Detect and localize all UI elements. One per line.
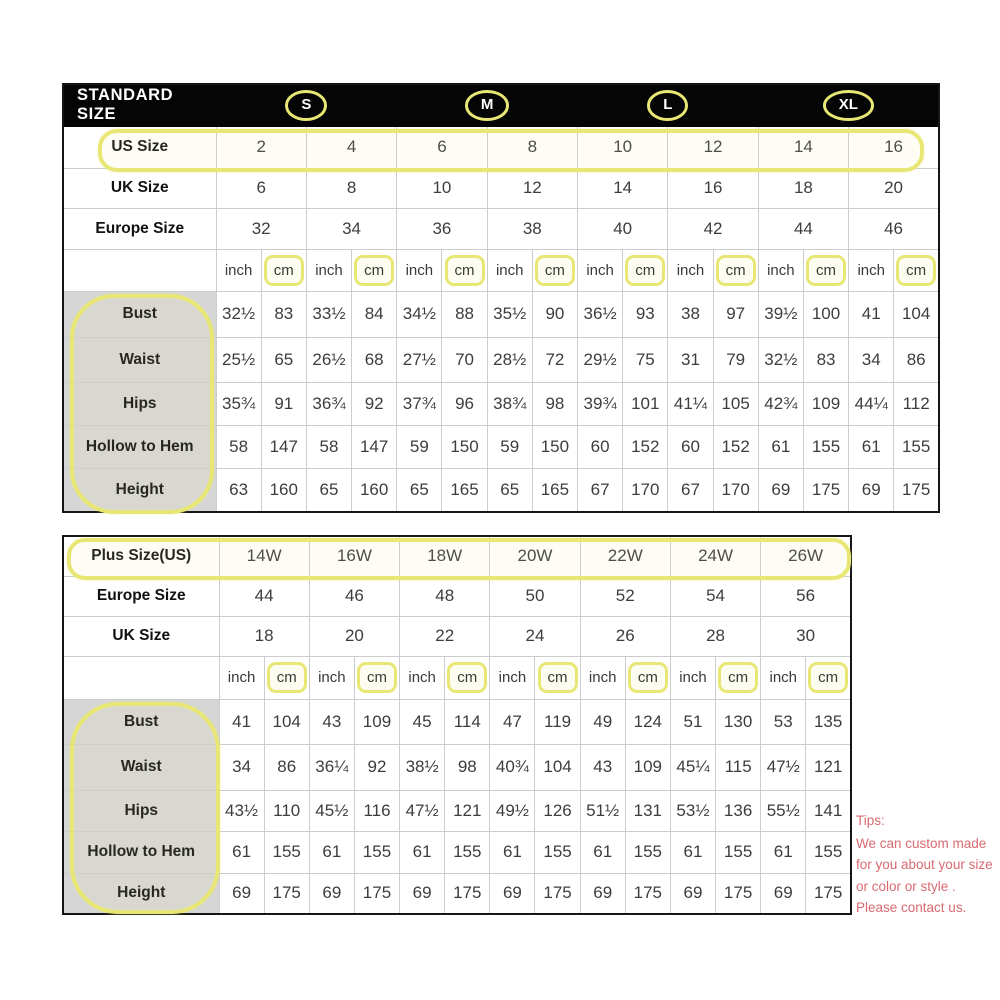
uk-size-value: 16 [668, 168, 758, 208]
unit-row-empty-cell [63, 249, 216, 291]
cm-cell [716, 656, 761, 699]
waist-cm-value: 79 [713, 337, 758, 382]
height-cm-value: 175 [716, 873, 761, 914]
europe-size-value: 56 [761, 576, 851, 616]
standard-size-table [62, 83, 940, 513]
cm-highlight-annotation: cm [447, 662, 487, 693]
bust-cm-value: 88 [442, 291, 487, 337]
height-cm-value: 165 [442, 468, 487, 512]
europe-size-value: 46 [849, 208, 939, 249]
cm-cell [264, 656, 309, 699]
height-inch-value: 67 [578, 468, 623, 512]
waist-inch-value: 26½ [306, 337, 351, 382]
cm-cell [352, 249, 397, 291]
inch-label: inch [668, 249, 713, 291]
waist-cm-value: 83 [803, 337, 848, 382]
waist-cm-value: 109 [625, 744, 670, 790]
us-size-value: 8 [487, 126, 577, 168]
waist-inch-value: 45¼ [670, 744, 715, 790]
height-inch-value: 69 [761, 873, 806, 914]
hips-inch-value: 35¾ [216, 382, 261, 425]
hips-cm-value: 105 [713, 382, 758, 425]
europe-size-value: 38 [487, 208, 577, 249]
height-inch-value: 65 [397, 468, 442, 512]
cm-highlight-annotation: cm [628, 662, 668, 693]
bust-cm-value: 100 [803, 291, 848, 337]
height-inch-value: 69 [219, 873, 264, 914]
uk-size-value: 24 [490, 616, 580, 656]
inch-label: inch [849, 249, 894, 291]
circle-annotation-s: S [285, 90, 327, 121]
inch-label: inch [306, 249, 351, 291]
inch-label: inch [670, 656, 715, 699]
hips-cm-value: 92 [352, 382, 397, 425]
size-group-xl [758, 84, 939, 126]
hips-inch-value: 49½ [490, 790, 535, 831]
inch-label: inch [216, 249, 261, 291]
hips-cm-value: 109 [803, 382, 848, 425]
bust-label: Bust [63, 291, 216, 337]
waist-inch-value: 47½ [761, 744, 806, 790]
us-size-value: 4 [306, 126, 396, 168]
waist-cm-value: 115 [716, 744, 761, 790]
height-cm-value: 170 [623, 468, 668, 512]
cm-highlight-annotation: cm [808, 662, 848, 693]
bust-cm-value: 104 [894, 291, 939, 337]
europe-size-value: 36 [397, 208, 487, 249]
bust-inch-value: 32½ [216, 291, 261, 337]
europe-size-label: Europe Size [63, 208, 216, 249]
hollow-to-hem-cm-value: 155 [803, 425, 848, 468]
hollow-to-hem-inch-value: 61 [490, 831, 535, 873]
waist-inch-value: 32½ [758, 337, 803, 382]
waist-cm-value: 75 [623, 337, 668, 382]
height-inch-value: 69 [758, 468, 803, 512]
bust-inch-value: 33½ [306, 291, 351, 337]
height-cm-value: 175 [894, 468, 939, 512]
height-cm-value: 175 [445, 873, 490, 914]
hips-inch-value: 53½ [670, 790, 715, 831]
uk-size-label: UK Size [63, 616, 219, 656]
hips-inch-value: 39¾ [578, 382, 623, 425]
plus-size-us-value: 22W [580, 536, 670, 576]
tips-line: for you about your size [856, 857, 993, 872]
hollow-to-hem-inch-value: 61 [761, 831, 806, 873]
height-inch-value: 69 [400, 873, 445, 914]
cm-cell [803, 249, 848, 291]
bust-inch-value: 41 [219, 699, 264, 744]
plus-size-us-value: 14W [219, 536, 309, 576]
hips-cm-value: 121 [445, 790, 490, 831]
uk-size-value: 14 [578, 168, 668, 208]
cm-cell [354, 656, 399, 699]
hips-cm-value: 126 [535, 790, 580, 831]
height-inch-value: 69 [580, 873, 625, 914]
waist-cm-value: 65 [261, 337, 306, 382]
cm-cell [535, 656, 580, 699]
height-inch-value: 65 [306, 468, 351, 512]
hips-inch-value: 47½ [400, 790, 445, 831]
inch-label: inch [487, 249, 532, 291]
hollow-to-hem-inch-value: 61 [849, 425, 894, 468]
height-cm-value: 165 [532, 468, 577, 512]
uk-size-value: 26 [580, 616, 670, 656]
bust-inch-value: 38 [668, 291, 713, 337]
waist-label: Waist [63, 744, 219, 790]
waist-inch-value: 36¼ [309, 744, 354, 790]
height-inch-value: 67 [668, 468, 713, 512]
bust-cm-value: 119 [535, 699, 580, 744]
bust-cm-value: 124 [625, 699, 670, 744]
uk-size-value: 8 [306, 168, 396, 208]
hollow-to-hem-cm-value: 152 [623, 425, 668, 468]
hollow-to-hem-inch-value: 61 [670, 831, 715, 873]
uk-size-value: 18 [219, 616, 309, 656]
bust-inch-value: 51 [670, 699, 715, 744]
bust-inch-value: 45 [400, 699, 445, 744]
height-cm-value: 170 [713, 468, 758, 512]
europe-size-value: 50 [490, 576, 580, 616]
height-label: Height [63, 468, 216, 512]
inch-label: inch [397, 249, 442, 291]
waist-cm-value: 86 [264, 744, 309, 790]
waist-inch-value: 27½ [397, 337, 442, 382]
hollow-to-hem-inch-value: 61 [400, 831, 445, 873]
cm-highlight-annotation: cm [535, 255, 575, 286]
hips-inch-value: 38¾ [487, 382, 532, 425]
uk-size-label: UK Size [63, 168, 216, 208]
hollow-to-hem-cm-value: 155 [535, 831, 580, 873]
waist-inch-value: 34 [849, 337, 894, 382]
europe-size-value: 42 [668, 208, 758, 249]
inch-label: inch [219, 656, 264, 699]
cm-cell [623, 249, 668, 291]
bust-cm-value: 109 [354, 699, 399, 744]
height-cm-value: 175 [803, 468, 848, 512]
inch-label: inch [580, 656, 625, 699]
us-size-value: 6 [397, 126, 487, 168]
us-size-label: US Size [63, 126, 216, 168]
bust-cm-value: 84 [352, 291, 397, 337]
uk-size-value: 20 [309, 616, 399, 656]
europe-size-value: 44 [758, 208, 848, 249]
europe-size-value: 40 [578, 208, 668, 249]
inch-label: inch [400, 656, 445, 699]
hips-cm-value: 116 [354, 790, 399, 831]
hollow-to-hem-cm-value: 150 [532, 425, 577, 468]
plus-size-us-label: Plus Size(US) [63, 536, 219, 576]
hips-label: Hips [63, 790, 219, 831]
waist-inch-value: 43 [580, 744, 625, 790]
cm-highlight-annotation: cm [716, 255, 756, 286]
cm-cell [442, 249, 487, 291]
hollow-to-hem-inch-value: 59 [397, 425, 442, 468]
cm-highlight-annotation: cm [896, 255, 936, 286]
height-inch-value: 69 [670, 873, 715, 914]
circle-annotation-l: L [647, 90, 688, 121]
height-inch-value: 69 [849, 468, 894, 512]
height-inch-value: 63 [216, 468, 261, 512]
waist-inch-value: 28½ [487, 337, 532, 382]
hollow-to-hem-cm-value: 152 [713, 425, 758, 468]
hips-inch-value: 51½ [580, 790, 625, 831]
uk-size-value: 12 [487, 168, 577, 208]
waist-inch-value: 38½ [400, 744, 445, 790]
hips-cm-value: 141 [806, 790, 851, 831]
us-size-value: 12 [668, 126, 758, 168]
hips-label: Hips [63, 382, 216, 425]
hollow-to-hem-inch-value: 60 [668, 425, 713, 468]
bust-inch-value: 43 [309, 699, 354, 744]
plus-size-us-value: 26W [761, 536, 851, 576]
waist-inch-value: 29½ [578, 337, 623, 382]
europe-size-value: 32 [216, 208, 306, 249]
size-group-m [397, 84, 578, 126]
europe-size-label: Europe Size [63, 576, 219, 616]
hips-cm-value: 112 [894, 382, 939, 425]
cm-cell [806, 656, 851, 699]
bust-cm-value: 114 [445, 699, 490, 744]
uk-size-value: 6 [216, 168, 306, 208]
hollow-to-hem-cm-value: 147 [352, 425, 397, 468]
cm-highlight-annotation: cm [354, 255, 394, 286]
waist-cm-value: 86 [894, 337, 939, 382]
waist-cm-value: 121 [806, 744, 851, 790]
us-size-value: 14 [758, 126, 848, 168]
hollow-to-hem-inch-value: 61 [219, 831, 264, 873]
standard-size-table-wrapper [62, 83, 940, 513]
hips-inch-value: 44¼ [849, 382, 894, 425]
hips-inch-value: 37¾ [397, 382, 442, 425]
hollow-to-hem-label: Hollow to Hem [63, 831, 219, 873]
europe-size-value: 52 [580, 576, 670, 616]
waist-inch-value: 40¾ [490, 744, 535, 790]
europe-size-value: 46 [309, 576, 399, 616]
hips-cm-value: 98 [532, 382, 577, 425]
hips-cm-value: 101 [623, 382, 668, 425]
hips-inch-value: 41¼ [668, 382, 713, 425]
inch-label: inch [578, 249, 623, 291]
bust-cm-value: 135 [806, 699, 851, 744]
plus-size-us-value: 20W [490, 536, 580, 576]
cm-highlight-annotation: cm [538, 662, 578, 693]
inch-label: inch [490, 656, 535, 699]
hollow-to-hem-cm-value: 155 [894, 425, 939, 468]
uk-size-value: 30 [761, 616, 851, 656]
waist-cm-value: 92 [354, 744, 399, 790]
cm-highlight-annotation: cm [718, 662, 758, 693]
waist-cm-value: 70 [442, 337, 487, 382]
hollow-to-hem-cm-value: 155 [716, 831, 761, 873]
inch-label: inch [761, 656, 806, 699]
hollow-to-hem-cm-value: 150 [442, 425, 487, 468]
europe-size-value: 54 [670, 576, 760, 616]
hollow-to-hem-inch-value: 61 [309, 831, 354, 873]
waist-cm-value: 98 [445, 744, 490, 790]
us-size-value: 2 [216, 126, 306, 168]
size-group-s [216, 84, 397, 126]
cm-cell [532, 249, 577, 291]
height-inch-value: 69 [490, 873, 535, 914]
hips-cm-value: 131 [625, 790, 670, 831]
tips-line: Please contact us. [856, 900, 967, 915]
cm-highlight-annotation: cm [264, 255, 304, 286]
height-cm-value: 175 [806, 873, 851, 914]
bust-inch-value: 34½ [397, 291, 442, 337]
hollow-to-hem-cm-value: 147 [261, 425, 306, 468]
hollow-to-hem-cm-value: 155 [625, 831, 670, 873]
bust-inch-value: 47 [490, 699, 535, 744]
inch-label: inch [758, 249, 803, 291]
height-cm-value: 175 [535, 873, 580, 914]
hollow-to-hem-inch-value: 58 [216, 425, 261, 468]
table-title: STANDARD SIZE [63, 84, 216, 126]
bust-cm-value: 90 [532, 291, 577, 337]
plus-size-us-value: 16W [309, 536, 399, 576]
height-cm-value: 175 [354, 873, 399, 914]
hollow-to-hem-inch-value: 58 [306, 425, 351, 468]
bust-inch-value: 41 [849, 291, 894, 337]
waist-inch-value: 31 [668, 337, 713, 382]
plus-size-table [62, 535, 852, 915]
circle-annotation-xl: XL [823, 90, 874, 121]
plus-size-us-value: 24W [670, 536, 760, 576]
circle-annotation-m: M [465, 90, 510, 121]
us-size-value: 16 [849, 126, 939, 168]
unit-row-empty-cell [63, 656, 219, 699]
inch-label: inch [309, 656, 354, 699]
hips-inch-value: 36¾ [306, 382, 351, 425]
tips-note [856, 810, 1000, 919]
waist-label: Waist [63, 337, 216, 382]
us-size-value: 10 [578, 126, 668, 168]
hips-cm-value: 136 [716, 790, 761, 831]
hollow-to-hem-label: Hollow to Hem [63, 425, 216, 468]
waist-cm-value: 72 [532, 337, 577, 382]
bust-inch-value: 53 [761, 699, 806, 744]
cm-highlight-annotation: cm [357, 662, 397, 693]
waist-inch-value: 34 [219, 744, 264, 790]
plus-size-table-wrapper [62, 535, 852, 915]
cm-cell [894, 249, 939, 291]
hollow-to-hem-inch-value: 59 [487, 425, 532, 468]
europe-size-value: 44 [219, 576, 309, 616]
waist-cm-value: 104 [535, 744, 580, 790]
hips-inch-value: 43½ [219, 790, 264, 831]
bust-cm-value: 93 [623, 291, 668, 337]
hips-inch-value: 42¾ [758, 382, 803, 425]
hollow-to-hem-cm-value: 155 [354, 831, 399, 873]
hollow-to-hem-cm-value: 155 [806, 831, 851, 873]
europe-size-value: 48 [400, 576, 490, 616]
bust-inch-value: 49 [580, 699, 625, 744]
hollow-to-hem-cm-value: 155 [264, 831, 309, 873]
plus-size-us-value: 18W [400, 536, 490, 576]
cm-cell [713, 249, 758, 291]
hollow-to-hem-inch-value: 61 [580, 831, 625, 873]
height-inch-value: 69 [309, 873, 354, 914]
bust-label: Bust [63, 699, 219, 744]
hollow-to-hem-inch-value: 61 [758, 425, 803, 468]
tips-line: or color or style . [856, 878, 956, 894]
height-cm-value: 175 [264, 873, 309, 914]
tips-line: We can custom made [856, 835, 987, 851]
height-cm-value: 160 [352, 468, 397, 512]
waist-cm-value: 68 [352, 337, 397, 382]
cm-highlight-annotation: cm [806, 255, 846, 286]
uk-size-value: 22 [400, 616, 490, 656]
cm-highlight-annotation: cm [625, 255, 665, 286]
bust-cm-value: 83 [261, 291, 306, 337]
uk-size-value: 20 [849, 168, 939, 208]
uk-size-value: 28 [670, 616, 760, 656]
height-inch-value: 65 [487, 468, 532, 512]
height-cm-value: 175 [625, 873, 670, 914]
europe-size-value: 34 [306, 208, 396, 249]
bust-inch-value: 39½ [758, 291, 803, 337]
bust-inch-value: 35½ [487, 291, 532, 337]
uk-size-value: 18 [758, 168, 848, 208]
height-label: Height [63, 873, 219, 914]
cm-cell [261, 249, 306, 291]
uk-size-value: 10 [397, 168, 487, 208]
hollow-to-hem-inch-value: 60 [578, 425, 623, 468]
hips-cm-value: 96 [442, 382, 487, 425]
hips-inch-value: 45½ [309, 790, 354, 831]
hips-cm-value: 110 [264, 790, 309, 831]
hollow-to-hem-cm-value: 155 [445, 831, 490, 873]
bust-cm-value: 104 [264, 699, 309, 744]
bust-cm-value: 97 [713, 291, 758, 337]
cm-cell [625, 656, 670, 699]
hips-cm-value: 91 [261, 382, 306, 425]
cm-highlight-annotation: cm [445, 255, 485, 286]
size-group-l [578, 84, 759, 126]
bust-inch-value: 36½ [578, 291, 623, 337]
height-cm-value: 160 [261, 468, 306, 512]
cm-highlight-annotation: cm [267, 662, 307, 693]
tips-title: Tips: [856, 813, 885, 828]
waist-inch-value: 25½ [216, 337, 261, 382]
hips-inch-value: 55½ [761, 790, 806, 831]
bust-cm-value: 130 [716, 699, 761, 744]
cm-cell [445, 656, 490, 699]
